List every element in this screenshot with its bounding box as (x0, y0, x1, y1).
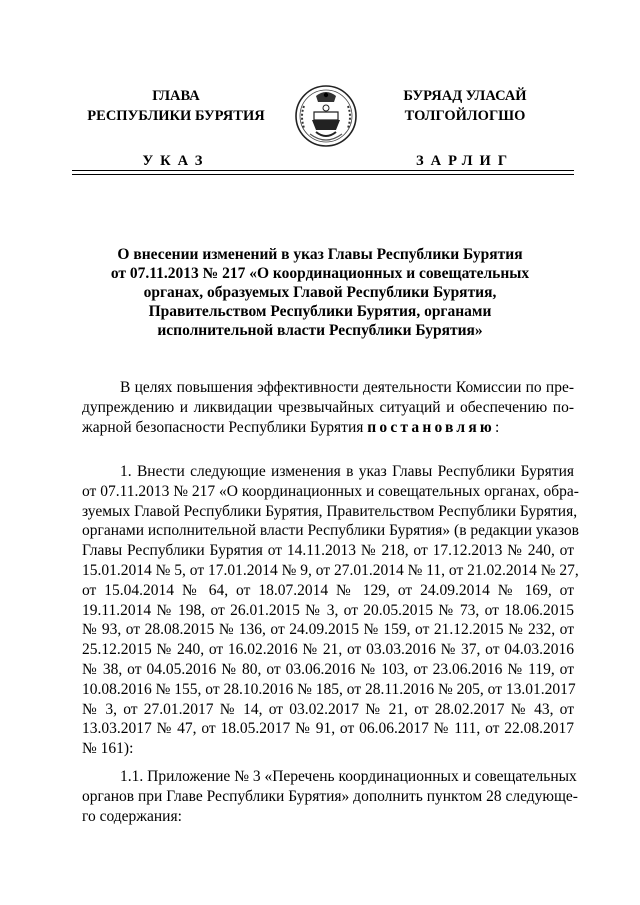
text-line: Главы Республики Бурятия от 14.11.2013 № 218, от 17.12.2013 № 240, от (82, 542, 574, 560)
header-left (60, 86, 292, 171)
text-line: № 38, от 04.05.2016 № 80, от 03.06.2016 № 103, от 23.06.2016 № 119, от (82, 660, 574, 678)
text-line: дупреждению и ликвидации чрезвычайных ситуаций и обеспечению по- (82, 398, 574, 416)
title-line: органах, образуемых Главой Республики Бурятия, (143, 284, 497, 301)
text-line: органов при Главе Республики Бурятия» дополнить пунктом 28 следующе- (82, 787, 578, 805)
header-divider-bottom (72, 174, 574, 175)
text-line: 1.1. Приложение № 3 «Перечень координационных и совещательных (120, 768, 577, 785)
text-segment: : (494, 418, 500, 436)
text-line: 15.01.2014 № 5, от 17.01.2014 № 9, от 27.01.2014 № 11, от 21.02.2014 № 27, (82, 561, 579, 579)
text-line: № 93, от 28.08.2015 № 136, от 24.09.2015 № 159, от 21.12.2015 № 232, от (82, 621, 574, 639)
text-line: органами исполнительной власти Республики Бурятия» (в редакции указов (82, 522, 579, 540)
title-line: О внесении изменений в указ Главы Республики Бурятия (117, 246, 523, 263)
header-right-line1: БУРЯАД УЛАСАЙ (403, 88, 527, 104)
text-line (82, 418, 574, 438)
header-right-line2: ТОЛГОЙЛОГШО (404, 108, 526, 124)
doc-type-ru: УКАЗ (142, 153, 210, 169)
text-segment: жарной безопасности Республики Бурятия (82, 418, 368, 436)
title-line: Правительством Республики Бурятия, органами (148, 303, 492, 320)
decree-word: постановляю (367, 418, 495, 436)
preamble-paragraph (82, 378, 574, 437)
title-line: исполнительной власти Республики Бурятия» (157, 322, 483, 339)
text-line: от 07.11.2013 № 217 «О координационных и совещательных органах, обра- (82, 482, 579, 500)
coat-of-arms-emblem (292, 82, 360, 150)
text-line: № 161): (82, 740, 134, 758)
text-line: от 15.04.2014 № 64, от 18.07.2014 № 129, от 24.09.2014 № 169, от (82, 581, 574, 599)
doc-type-bua: ЗАРЛИГ (415, 153, 515, 169)
header-right (365, 86, 565, 171)
text-line: 25.12.2015 № 240, от 16.02.2016 № 21, от 03.03.2016 № 37, от 04.03.2016 (82, 641, 574, 659)
text-line: 1. Внести следующие изменения в указ Главы Республики Бурятия (120, 463, 574, 480)
text-line: 19.11.2014 № 198, от 26.01.2015 № 3, от 20.05.2015 № 73, от 18.06.2015 (82, 601, 574, 619)
text-line: 13.03.2017 № 47, от 18.05.2017 № 91, от 06.06.2017 № 111, от 22.08.2017 (82, 720, 574, 738)
decree-title (100, 245, 540, 340)
header-left-line2: РЕСПУБЛИКИ БУРЯТИЯ (87, 108, 265, 124)
text-line: 10.08.2016 № 155, от 28.10.2016 № 185, от 28.11.2016 № 205, от 13.01.2017 (82, 680, 576, 698)
header-divider-top (72, 170, 574, 171)
text-line: № 3, от 27.01.2017 № 14, от 03.02.2017 № 21, от 28.02.2017 № 43, от (82, 700, 574, 718)
item-1-paragraph (82, 462, 579, 759)
item-1-1-paragraph (82, 767, 578, 826)
text-line: зуемых Главой Республики Бурятия, Правительством Республики Бурятия, (82, 502, 578, 520)
header-left-line1: ГЛАВА (152, 88, 200, 104)
title-line: от 07.11.2013 № 217 «О координационных и совещательных (110, 265, 530, 282)
text-line: В целях повышения эффективности деятельности Комиссии по пре- (120, 379, 574, 396)
text-line: го содержания: (82, 807, 182, 825)
